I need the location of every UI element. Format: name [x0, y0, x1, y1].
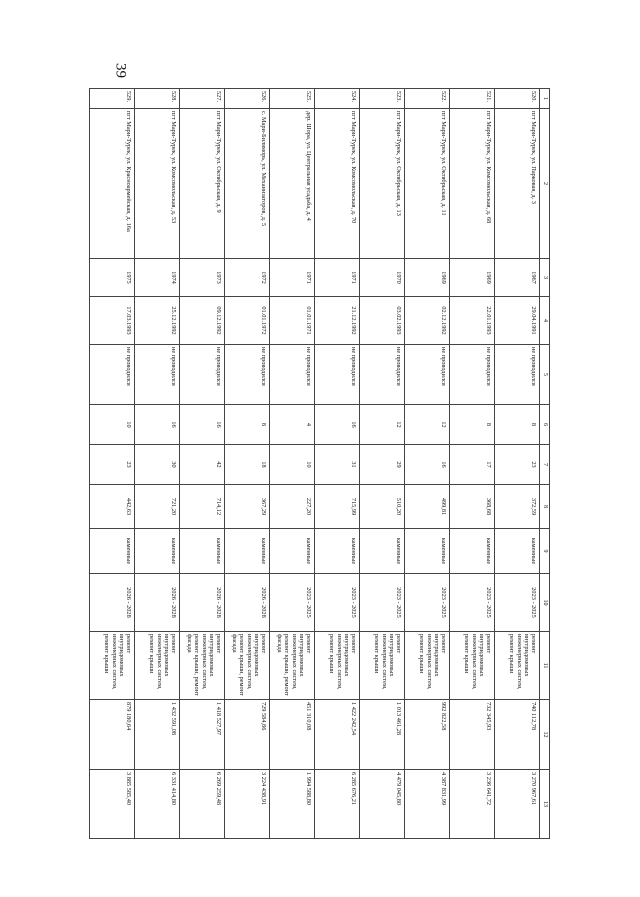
cost-cell: 732 345,93 — [450, 700, 495, 770]
table-row — [315, 89, 360, 839]
last-repair-cell: не проводился — [225, 345, 270, 405]
period-cell: 2023 - 2025 — [495, 574, 540, 632]
row-number: 528. — [135, 89, 180, 109]
table-row — [495, 89, 540, 839]
last-repair-cell: не проводился — [135, 345, 180, 405]
year-built-cell: 1967 — [495, 259, 540, 297]
col-header: 7 — [540, 445, 550, 485]
year-built-cell: 1969 — [450, 259, 495, 297]
total-cost-cell: 6 269 259,48 — [180, 770, 225, 839]
row-number: 525. — [270, 89, 315, 109]
flats-cell: 18 — [225, 445, 270, 485]
table-row — [180, 89, 225, 839]
period-cell: 2023 - 2025 — [405, 574, 450, 632]
works-cell: ремонт внутридомовых инженерных систем, ремонт крыши — [90, 632, 135, 700]
works-cell: ремонт внутридомовых инженерных систем, ремонт крыши — [135, 632, 180, 700]
cost-cell: 1 013 461,28 — [360, 700, 405, 770]
year-built-cell: 1972 — [225, 259, 270, 297]
year-built-cell: 1969 — [405, 259, 450, 297]
works-cell: ремонт внутридомовых инженерных систем, ремонт крыши — [450, 632, 495, 700]
floors-cell: 12 — [405, 405, 450, 445]
floors-cell: 16 — [315, 405, 360, 445]
flats-cell: 23 — [90, 445, 135, 485]
total-cost-cell: 4 479 045,80 — [360, 770, 405, 839]
date-cell: 02.12.1992 — [405, 297, 450, 345]
floors-cell: 4 — [270, 405, 315, 445]
last-repair-cell: не проводился — [180, 345, 225, 405]
last-repair-cell: не проводился — [90, 345, 135, 405]
works-cell: ремонт внутридомовых инженерных систем, ремонт крыши — [405, 632, 450, 700]
column-number-row — [540, 89, 550, 839]
total-cost-cell: 3 270 967,61 — [495, 770, 540, 839]
last-repair-cell: не проводился — [360, 345, 405, 405]
address-cell: дер. Шора, ул. Центральная усадьба, д. 4 — [270, 109, 315, 259]
area-cell: 715,99 — [315, 485, 360, 529]
row-number: 524. — [315, 89, 360, 109]
period-cell: 2023 - 2025 — [360, 574, 405, 632]
last-repair-cell: не проводился — [270, 345, 315, 405]
year-built-cell: 1974 — [135, 259, 180, 297]
material-cell: каменные — [135, 529, 180, 574]
total-cost-cell: 3 236 641,72 — [450, 770, 495, 839]
floors-cell: 16 — [135, 405, 180, 445]
floors-cell: 8 — [495, 405, 540, 445]
col-header: 4 — [540, 297, 550, 345]
material-cell: каменные — [270, 529, 315, 574]
year-built-cell: 1970 — [360, 259, 405, 297]
date-cell: 03.02.1993 — [360, 297, 405, 345]
period-cell: 2026 - 2028 — [135, 574, 180, 632]
col-header: 9 — [540, 529, 550, 574]
works-cell: ремонт внутридомовых инженерных систем, ремонт крыши, ремонт фасада — [180, 632, 225, 700]
area-cell: 372,59 — [495, 485, 540, 529]
cost-cell: 740 112,78 — [495, 700, 540, 770]
flats-cell: 31 — [315, 445, 360, 485]
row-number: 527. — [180, 89, 225, 109]
cost-cell: 992 822,58 — [405, 700, 450, 770]
period-cell: 2026 - 2028 — [90, 574, 135, 632]
flats-cell: 16 — [405, 445, 450, 485]
area-cell: 442,63 — [90, 485, 135, 529]
year-built-cell: 1971 — [315, 259, 360, 297]
date-cell: 29.04.1991 — [495, 297, 540, 345]
material-cell: каменные — [360, 529, 405, 574]
area-cell: 510,20 — [360, 485, 405, 529]
period-cell: 2026 - 2028 — [225, 574, 270, 632]
works-cell: ремонт внутридомовых инженерных систем, ремонт крыши — [495, 632, 540, 700]
area-cell: 368,68 — [450, 485, 495, 529]
period-cell: 2023 - 2025 — [270, 574, 315, 632]
row-number: 523. — [360, 89, 405, 109]
last-repair-cell: не проводился — [450, 345, 495, 405]
table-row — [360, 89, 405, 839]
cost-cell: 729 584,86 — [225, 700, 270, 770]
cost-cell: 1 418 527,97 — [180, 700, 225, 770]
col-header: 1 — [540, 89, 550, 109]
table-row — [135, 89, 180, 839]
works-cell: ремонт внутридомовых инженерных систем, ремонт крыши, ремонт фасада — [270, 632, 315, 700]
date-cell: 09.12.1992 — [180, 297, 225, 345]
total-cost-cell: 4 387 831,99 — [405, 770, 450, 839]
page-number: 39 — [112, 63, 129, 78]
date-cell: 01.01.1972 — [225, 297, 270, 345]
date-cell: 17.03.1993 — [90, 297, 135, 345]
cost-cell: 1 422 242,54 — [315, 700, 360, 770]
last-repair-cell: не проводился — [315, 345, 360, 405]
date-cell: 01.01.1971 — [270, 297, 315, 345]
cost-cell: 451 310,08 — [270, 700, 315, 770]
date-cell: 22.01.1993 — [450, 297, 495, 345]
works-cell: ремонт внутридомовых инженерных систем, ремонт крыши — [315, 632, 360, 700]
material-cell: каменные — [90, 529, 135, 574]
row-number: 521. — [450, 89, 495, 109]
works-cell: ремонт внутридомовых инженерных систем, ремонт крыши, ремонт фасада — [225, 632, 270, 700]
row-number: 526. — [225, 89, 270, 109]
year-built-cell: 1971 — [270, 259, 315, 297]
date-cell: 21.12.1992 — [315, 297, 360, 345]
col-header: 6 — [540, 405, 550, 445]
last-repair-cell: не проводился — [495, 345, 540, 405]
period-cell: 2026 - 2028 — [180, 574, 225, 632]
floors-cell: 12 — [360, 405, 405, 445]
address-cell: пгт Мари-Турек, ул. Парковая, д. 3 — [495, 109, 540, 259]
flats-cell: 23 — [495, 445, 540, 485]
col-header: 2 — [540, 109, 550, 259]
address-cell: пгт Мари-Турек, ул. Комсомольская, д. 53 — [135, 109, 180, 259]
area-cell: 227,20 — [270, 485, 315, 529]
material-cell: каменные — [180, 529, 225, 574]
address-cell: пгт Мари-Турек, ул. Октябрьская, д. 9 — [180, 109, 225, 259]
floors-cell: 8 — [225, 405, 270, 445]
address-cell: пгт Мари-Турек, ул. Октябрьская, д. 13 — [360, 109, 405, 259]
address-cell: пгт Мари-Турек, ул. Красноармейская, д. 16а — [90, 109, 135, 259]
flats-cell: 29 — [360, 445, 405, 485]
table-body — [90, 89, 540, 839]
flats-cell: 42 — [180, 445, 225, 485]
col-header: 11 — [540, 632, 550, 700]
col-header: 10 — [540, 574, 550, 632]
material-cell: каменные — [495, 529, 540, 574]
col-header: 13 — [540, 770, 550, 839]
col-header: 5 — [540, 345, 550, 405]
floors-cell: 8 — [450, 405, 495, 445]
address-cell: пгт Мари-Турек, ул. Октябрьская, д. 11 — [405, 109, 450, 259]
cost-cell: 879 180,64 — [90, 700, 135, 770]
material-cell: каменные — [405, 529, 450, 574]
col-header: 8 — [540, 485, 550, 529]
date-cell: 25.12.1992 — [135, 297, 180, 345]
row-number: 522. — [405, 89, 450, 109]
table-row — [90, 89, 135, 839]
floors-cell: 10 — [90, 405, 135, 445]
row-number: 529. — [90, 89, 135, 109]
table-row — [225, 89, 270, 839]
area-cell: 499,81 — [405, 485, 450, 529]
period-cell: 2023 - 2025 — [450, 574, 495, 632]
material-cell: каменные — [315, 529, 360, 574]
total-cost-cell: 6 331 414,80 — [135, 770, 180, 839]
table-row — [405, 89, 450, 839]
material-cell: каменные — [225, 529, 270, 574]
flats-cell: 17 — [450, 445, 495, 485]
col-header: 12 — [540, 700, 550, 770]
area-cell: 367,29 — [225, 485, 270, 529]
cost-cell: 1 432 591,08 — [135, 700, 180, 770]
material-cell: каменные — [450, 529, 495, 574]
table-row — [270, 89, 315, 839]
address-cell: с. Мари-Биляморь, ул. Механизаторов, д. 5 — [225, 109, 270, 259]
total-cost-cell: 3 885 585,40 — [90, 770, 135, 839]
housing-repair-table — [89, 88, 550, 839]
total-cost-cell: 6 285 676,21 — [315, 770, 360, 839]
col-header: 3 — [540, 259, 550, 297]
period-cell: 2023 - 2025 — [315, 574, 360, 632]
address-cell: пгт Мари-Турек, ул. Комсомольская, д. 68 — [450, 109, 495, 259]
year-built-cell: 1973 — [180, 259, 225, 297]
last-repair-cell: не проводился — [405, 345, 450, 405]
flats-cell: 10 — [270, 445, 315, 485]
flats-cell: 30 — [135, 445, 180, 485]
works-cell: ремонт внутридомовых инженерных систем, ремонт крыши — [360, 632, 405, 700]
area-cell: 714,12 — [180, 485, 225, 529]
floors-cell: 16 — [180, 405, 225, 445]
area-cell: 721,20 — [135, 485, 180, 529]
table-row — [450, 89, 495, 839]
address-cell: пгт Мари-Турек, ул. Комсомольская, д. 70 — [315, 109, 360, 259]
row-number: 520. — [495, 89, 540, 109]
total-cost-cell: 3 224 438,91 — [225, 770, 270, 839]
total-cost-cell: 1 994 588,80 — [270, 770, 315, 839]
year-built-cell: 1975 — [90, 259, 135, 297]
